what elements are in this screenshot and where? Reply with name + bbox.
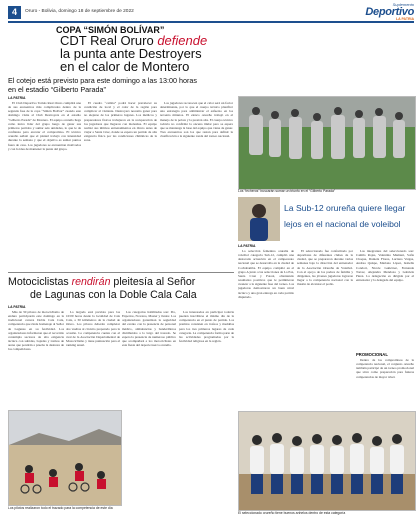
story2-col3: [356, 249, 414, 349]
story2-col2: [297, 249, 353, 409]
story1-col1-text: El Club Deportivo Tomás Real Oruro cumplirá una de sus encuentros más complicados dentro de la segunda fase de la copa “Simón Bolívar” cuando este domingo visite al Club Destroyers en el estadio “Gilberto Parada” de Montero. El equipo orureño llega como único líder del grupo luego de ganar sus primeros partidos y sumar seis unidades, lo que le da confianza para encarar el compromiso. El técnico orureño señaló que el plantel trabajó con intensidad durante la semana y que el objetivo es sumar puntos fuera de casa. Los jugadores se encuentran motivados y con la idea de mantener la punta del grupo.: [8, 101, 81, 151]
story2-promo-heading: PROMOCIONAL: [356, 352, 388, 357]
logo-top-text: Suplemento: [392, 2, 414, 7]
story1-col3: [160, 101, 233, 269]
story2-photo-small: [238, 197, 280, 241]
story1-col2-text: El cuadro “camba” podrá hacer prevalecer su condición de local y el calor de la región para complicar al visitante. Destroyers necesita ganar para no alejarse de los primeros lugares. Los médicos y preparadores físicos trabajaron en la recuperación de los jugadores que llegaron con molestias. El equipo realizó sus últimos entrenamientos en Oruro antes de viajar a Santa Cruz, donde se espera un partido de alta exigencia física por las condiciones climáticas de la zona.: [84, 101, 157, 143]
story2-byline: LA PATRIA: [238, 244, 256, 248]
story3-photo-caption: Los pilotos realizaron todo el trazado para la competencia de este día: [8, 506, 113, 510]
story1-col2: [84, 101, 157, 269]
logo-main-text: Deportivo: [365, 6, 414, 18]
story2-col3-text: Las integrantes del seleccionado son: Camila Rojas, Valentina Mamani, Sofía Choque, Daniela Flores, Luciana Vargas, Andrea Quispe, Mariana López, Isabella Condori, Nicole Gutiérrez, Fernanda Torrez, Alejandra Mendoza y Gabriela Pérez. La delegación es dirigida por el entrenador y la delegada del equipo.: [356, 249, 414, 283]
story1-byline: LA PATRIA: [8, 96, 26, 100]
story1-headline-line2: la punta ante Destroyers: [60, 46, 202, 61]
story3-col3: [122, 310, 176, 500]
page-number: 4: [8, 6, 21, 19]
story1-col3-text: Los jugadores reconocen que el calor será un factor determinante, por lo que el cuerpo técnico planificó una estrategia para administrar el esfuerzo en los noventa minutos. El elenco orureño trabajó en el manejo de la pelota y la presión alta. El cuerpo técnico todavía no confirmó la oncena titular pero se espera que se mantenga la base del equipo que viene de ganar. Tres encuentros son los que restan para definir la clasificación a la siguiente ronda del torneo nacional.: [160, 101, 233, 139]
story2-headline-line2: lejos en el nacional de voleibol: [284, 219, 401, 229]
story3-headline-accent: rendirán: [71, 276, 111, 288]
story3-col3-text: Las categorías habilitadas son: Pro, Expertos, Novatos, Master y Junior. Los organizadores garantizan la seguridad del evento con la presencia de personal médico, ambulancias y banderilleros distribuidos a lo largo del trazado. Se espera la presencia de numeroso público que acompañará a los motociclistas en esta fiesta del deporte tuerca orureño.: [122, 310, 176, 348]
story3-byline: LA PATRIA: [8, 305, 26, 309]
story1-lead-line1: El cotejo está previsto para este domingo a las 13:00 horas: [8, 76, 197, 85]
story1-lead-line2: en el estadio “Gilberto Parada”: [8, 85, 106, 94]
story1-kicker: COPA “SIMÓN BOLÍVAR”: [56, 25, 165, 35]
story1-headline-line3: en el calor de Montero: [60, 59, 190, 74]
story2-header-box: [238, 197, 414, 241]
supplement-logo: [350, 3, 414, 21]
logo-sub-text: LA PATRIA: [395, 17, 414, 21]
story1-col1: [8, 101, 81, 269]
story3-headline-post: pleitesía al Señor: [113, 276, 196, 288]
story3-photo: [8, 410, 122, 506]
story1-headline-pre: CDT Real Oruro: [60, 33, 154, 48]
story1-headline-accent: defiende: [157, 33, 208, 48]
story3-col2-text: La largada está prevista para las 10:00 horas desde la localidad de Cala Cala, a 30 kilómetros de la ciudad de Oruro. Los pilotos deberán completar dos vueltas al circuito preparado para la ocasión. La competencia cuenta con el aval de la Asociación Departamental de Motociclismo y tiene puntuación para el ranking anual.: [66, 310, 120, 348]
edition-line: Oruro - Bolivia, domingo 18 de septiembre de 2022: [25, 9, 134, 14]
story2-promo-text: [356, 358, 414, 409]
story3-headline-line1: [8, 276, 195, 288]
story3-col1-text: Más de 30 pilotos de motociclismo de enduro participarán este domingo en la tradicional carrera Doble Cala Cala, competencia que rinde homenaje al Señor de Lagunas en su festividad. Los organizadores informaron que el recorrido contempla sectores de alta exigencia técnica con subidas, bajadas y tramos de arena que pondrán a prueba la destreza de los competidores.: [8, 310, 64, 352]
story3-col1: [8, 310, 64, 407]
story2-headline-line1: La Sub-12 orureña quiere llegar: [284, 203, 406, 213]
story3-col4-text: Los interesados en participar todavía pueden inscribirse el mismo día de la competencia en el punto de partida. Los premios consisten en trofeos y medallas para los tres primeros lugares de cada categoría. La competencia forma parte de las actividades programadas por la festividad religiosa en la región.: [179, 310, 234, 344]
story2-photo-caption: El seleccionado orureño tiene buenos anhelos dentro de esta categoría: [238, 511, 346, 515]
story1-photo-caption: Los “lecheros” buscarán sumar un triunfo en el “Gilberto Parada”: [238, 189, 336, 193]
story2-col1-text: La selección femenina orureña de voleibol categoría Sub-12, cumplió una destacada actuación en el campeonato nacional que se desarrolla en la ciudad de Cochabamba. El equipo compitió en el grupo A junto a las selecciones de La Paz, Santa Cruz y Potosí, obteniendo resultados positivos que le permitieron avanzar a la siguiente fase del torneo. Las jugadoras demostraron un buen nivel técnico y una gran entrega en cada partido disputado.: [238, 249, 294, 299]
story3-col2: [66, 310, 120, 407]
header-rule: [8, 21, 414, 23]
story3-col4: [179, 310, 234, 500]
story2-col2-text: El seleccionado fue conformado por deportistas de diferentes clubes de la ciudad, que se prepararon durante varias semanas bajo la dirección del entrenador de la Asociación Orureña de Voleibol. Con el apoyo de los padres de familia y dirigentes, las jóvenes jugadoras lograron llegar a la competencia nacional con la ilusión de alcanzar el podio.: [297, 249, 353, 287]
story3-headline-line2: de Lagunas con la Doble Cala Cala: [30, 289, 197, 301]
story3-headline-pre: Motociclistas: [8, 276, 69, 288]
story1-photo: [238, 96, 416, 190]
story2-photo: [238, 411, 416, 511]
story2-col1: [238, 249, 294, 409]
story2-promo-paragraph: Dentro de los compromisos de la competencia nacional, el conjunto orureño también participó de un torneo promocional que sirve como preparación para futuras competencias de mayor nivel.: [356, 358, 414, 379]
story3-rule: [8, 272, 234, 273]
